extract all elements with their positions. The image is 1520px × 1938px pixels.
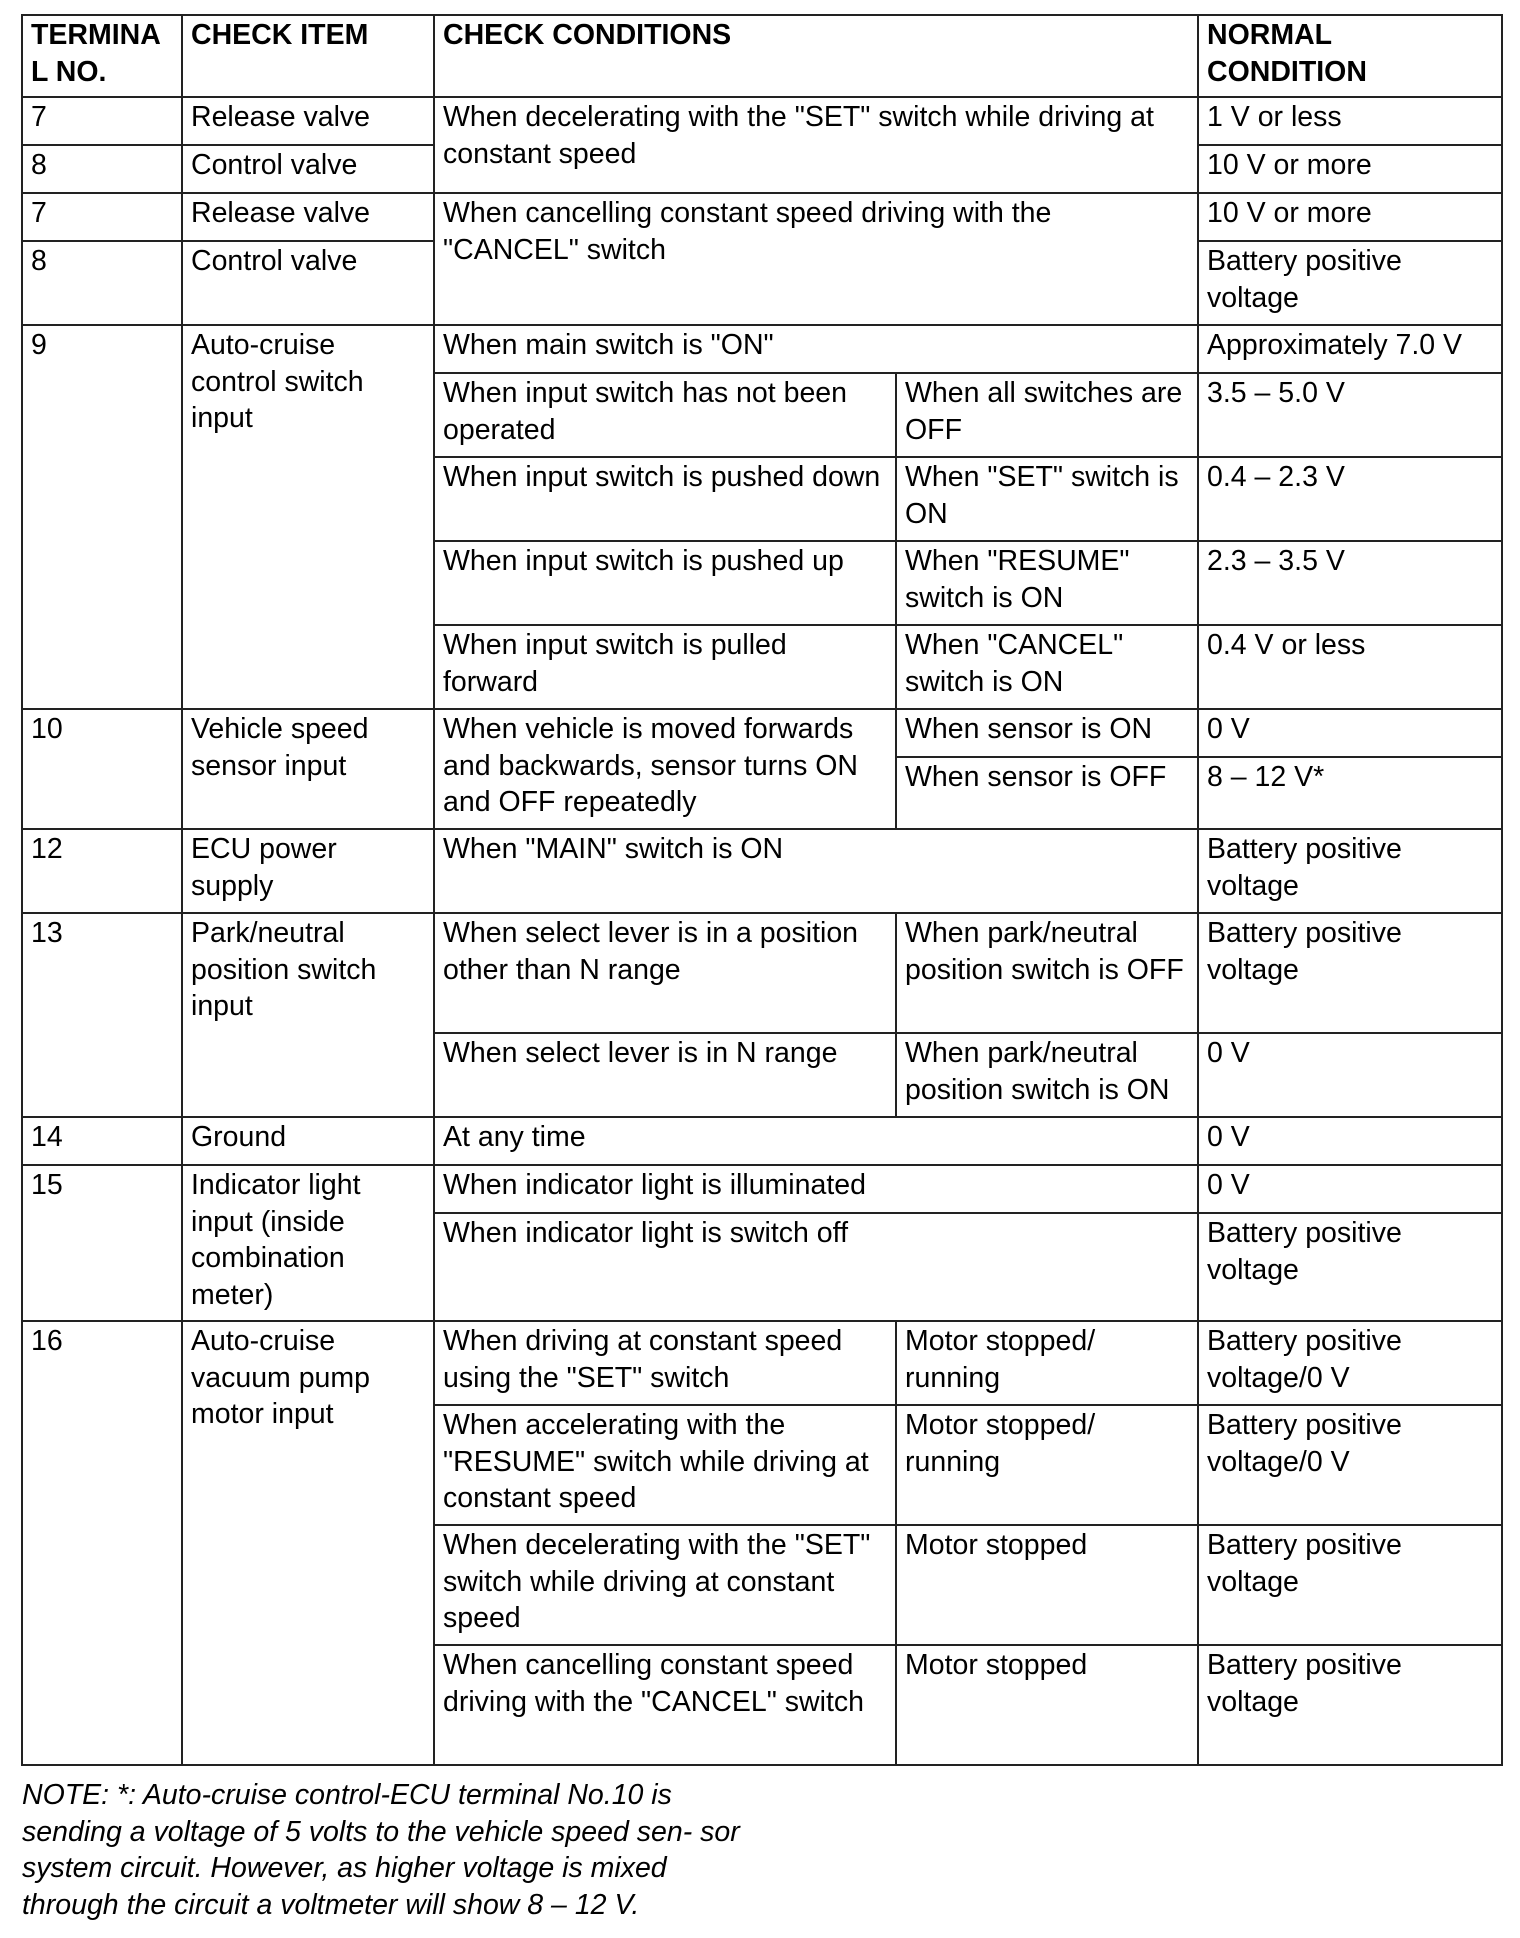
normal-condition-cell: 0 V [1198, 709, 1502, 757]
normal-condition-cell: Battery positive voltage [1198, 1213, 1502, 1321]
check-condition-cell: When cancelling constant speed driving with the "CANCEL" switch [434, 1645, 896, 1765]
terminal-no-cell: 7 [22, 97, 182, 145]
check-condition-cell: When decelerating with the "SET" switch while driving at constant speed [434, 1525, 896, 1645]
footnote: NOTE: *: Auto-cruise control-ECU terminal No.10 is sending a voltage of 5 volts to the vehicle speed sen- sor system circuit. However, as higher voltage is mixed through the circuit a voltmeter will show 8 – 12 V. [22, 1779, 740, 1921]
check-condition-cell: When accelerating with the "RESUME" switch while driving at constant speed [434, 1405, 896, 1525]
check-condition-cell: When cancelling constant speed driving with the "CANCEL" switch [434, 193, 1198, 325]
check-condition-cell: At any time [434, 1117, 1198, 1165]
normal-condition-cell: Battery positive voltage [1198, 1645, 1502, 1765]
normal-condition-cell: Battery positive voltage [1198, 1525, 1502, 1645]
normal-condition-cell: 0.4 V or less [1198, 625, 1502, 709]
normal-condition-cell: Battery positive voltage/0 V [1198, 1321, 1502, 1405]
normal-condition-cell: 10 V or more [1198, 193, 1502, 241]
normal-condition-cell: 0 V [1198, 1033, 1502, 1117]
check-condition-cell: When indicator light is switch off [434, 1213, 1198, 1321]
normal-condition-cell: Battery positive voltage [1198, 829, 1502, 913]
normal-condition-cell: 1 V or less [1198, 97, 1502, 145]
check-sub-condition-cell: Motor stopped [896, 1645, 1198, 1765]
check-sub-condition-cell: When sensor is OFF [896, 757, 1198, 829]
check-item-cell: Indicator light input (inside combination meter) [182, 1165, 434, 1321]
normal-condition-cell: Battery positive voltage/0 V [1198, 1405, 1502, 1525]
normal-condition-cell: 3.5 – 5.0 V [1198, 373, 1502, 457]
normal-condition-cell: 0 V [1198, 1165, 1502, 1213]
check-item-cell: Auto-cruise control switch input [182, 325, 434, 709]
table-row [22, 325, 1502, 373]
check-sub-condition-cell: When all switches are OFF [896, 373, 1198, 457]
check-condition-cell: When decelerating with the "SET" switch while driving at constant speed [434, 97, 1198, 193]
check-item-cell: Park/neutral position switch input [182, 913, 434, 1117]
check-condition-cell: When "MAIN" switch is ON [434, 829, 1198, 913]
normal-condition-cell: 10 V or more [1198, 145, 1502, 193]
table-row [22, 913, 1502, 1033]
check-condition-cell: When indicator light is illuminated [434, 1165, 1198, 1213]
check-condition-cell: When main switch is "ON" [434, 325, 1198, 373]
table-row [22, 97, 1502, 145]
check-condition-cell: When input switch is pushed down [434, 457, 896, 541]
check-condition-cell: When input switch has not been operated [434, 373, 896, 457]
check-condition-cell: When driving at constant speed using the "SET" switch [434, 1321, 896, 1405]
check-condition-cell: When input switch is pulled forward [434, 625, 896, 709]
check-item-cell: Vehicle speed sensor input [182, 709, 434, 829]
table-row [22, 1321, 1502, 1405]
check-item-cell: Control valve [182, 145, 434, 193]
terminal-no-cell: 16 [22, 1321, 182, 1765]
check-condition-cell: When input switch is pushed up [434, 541, 896, 625]
check-item-cell: Release valve [182, 97, 434, 145]
check-sub-condition-cell: When park/neutral position switch is OFF [896, 913, 1198, 1033]
table-row [22, 829, 1502, 913]
check-sub-condition-cell: When park/neutral position switch is ON [896, 1033, 1198, 1117]
terminal-no-cell: 8 [22, 241, 182, 325]
normal-condition-cell: 0.4 – 2.3 V [1198, 457, 1502, 541]
terminal-no-cell: 10 [22, 709, 182, 829]
terminal-no-cell: 15 [22, 1165, 182, 1321]
check-item-cell: ECU power supply [182, 829, 434, 913]
normal-condition-cell: Approximately 7.0 V [1198, 325, 1502, 373]
check-item-cell: Release valve [182, 193, 434, 241]
check-sub-condition-cell: When "CANCEL" switch is ON [896, 625, 1198, 709]
terminal-no-cell: 8 [22, 145, 182, 193]
normal-condition-cell: Battery positive voltage [1198, 241, 1502, 325]
check-sub-condition-cell: When "RESUME" switch is ON [896, 541, 1198, 625]
normal-condition-cell: 0 V [1198, 1117, 1502, 1165]
terminal-no-cell: 12 [22, 829, 182, 913]
table-row [22, 1165, 1502, 1213]
normal-condition-cell: 2.3 – 3.5 V [1198, 541, 1502, 625]
check-item-cell: Auto-cruise vacuum pump motor input [182, 1321, 434, 1765]
check-item-cell: Control valve [182, 241, 434, 325]
check-sub-condition-cell: Motor stopped/ running [896, 1405, 1198, 1525]
table-row [22, 1117, 1502, 1165]
check-sub-condition-cell: Motor stopped [896, 1525, 1198, 1645]
terminal-no-cell: 9 [22, 325, 182, 709]
table-row [22, 193, 1502, 241]
terminal-no-cell: 13 [22, 913, 182, 1117]
header-check-conditions: CHECK CONDITIONS [434, 15, 1198, 97]
header-terminal-no: TERMINA L NO. [22, 15, 182, 97]
terminal-no-cell: 14 [22, 1117, 182, 1165]
check-item-cell: Ground [182, 1117, 434, 1165]
normal-condition-cell: 8 – 12 V* [1198, 757, 1502, 829]
check-sub-condition-cell: When sensor is ON [896, 709, 1198, 757]
normal-condition-cell: Battery positive voltage [1198, 913, 1502, 1033]
terminal-check-table [21, 14, 1503, 1766]
terminal-no-cell: 7 [22, 193, 182, 241]
header-check-item: CHECK ITEM [182, 15, 434, 97]
header-normal-condition: NORMAL CONDITION [1198, 15, 1502, 97]
table-row [22, 709, 1502, 757]
check-sub-condition-cell: When "SET" switch is ON [896, 457, 1198, 541]
check-condition-cell: When vehicle is moved forwards and backwards, sensor turns ON and OFF repeatedly [434, 709, 896, 829]
check-condition-cell: When select lever is in N range [434, 1033, 896, 1117]
table-header-row [22, 15, 1502, 97]
check-sub-condition-cell: Motor stopped/ running [896, 1321, 1198, 1405]
check-condition-cell: When select lever is in a position other than N range [434, 913, 896, 1033]
